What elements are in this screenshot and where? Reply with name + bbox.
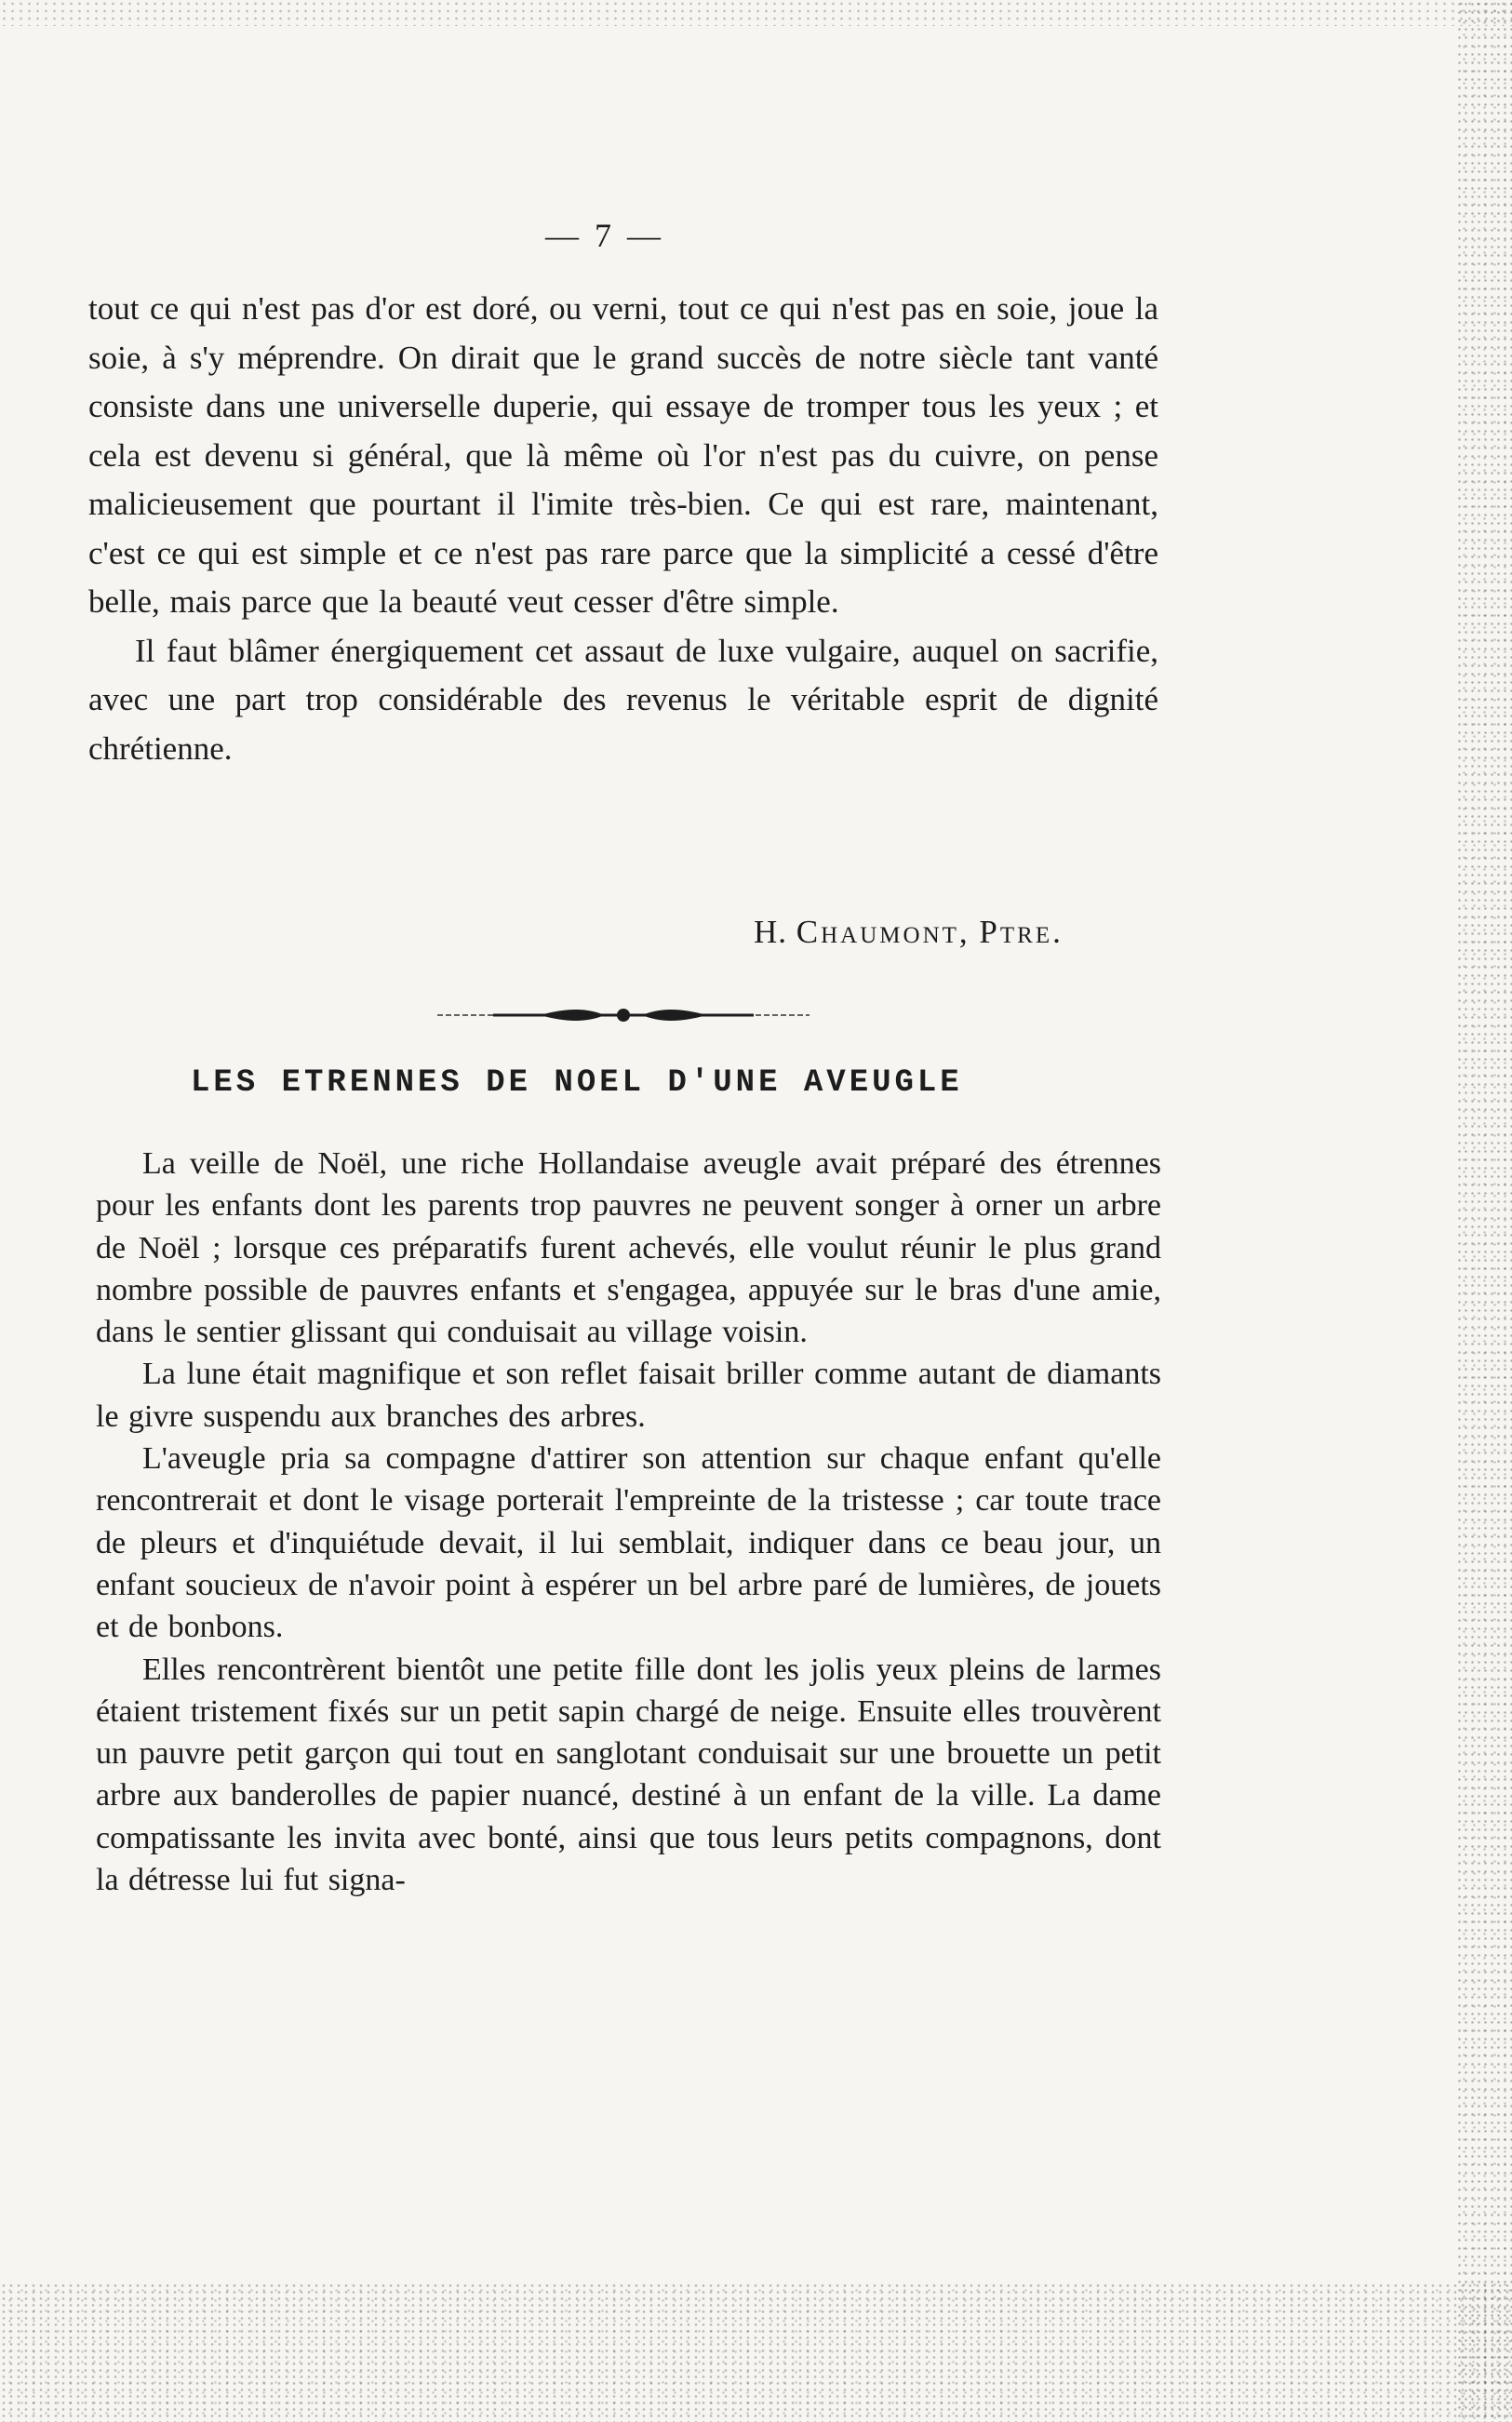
- article-paragraph-2: La lune était magnifique et son reflet faisait briller comme autant de diamants le givre suspendu aux branches des arbres.: [96, 1357, 1161, 1434]
- decorative-rule-icon: [437, 1001, 810, 1029]
- article-paragraph-1: La veille de Noël, une riche Hollandaise aveugle avait préparé des étrennes pour les enfants dont les parents trop pauvres ne peuvent songer à orner un arbre de Noël ; lorsque ces préparatifs furent achevés, elle voulut réunir le plus grand nombre possible de pauvres enfants et s'engagea, appuyée sur le bras d'une amie, dans le sentier glissant qui conduisait au village voisin.: [96, 1146, 1161, 1350]
- signature-initial: H.: [754, 914, 788, 950]
- scan-noise-top: [0, 0, 1512, 26]
- article-paragraph-4: Elles rencontrèrent bientôt une petite fille dont les jolis yeux pleins de larmes étaient tristement fixés sur un petit sapin chargé de neige. Ensuite elles trouvèrent un pauvre petit garçon qui tout en sanglotant conduisait sur une brouette un petit arbre aux banderolles de papier nuancé, destiné à un enfant de la ville. La dame compatissante les invita avec bonté, ainsi que tous leurs petits compagnons, dont la détresse lui fut signa-: [96, 1652, 1161, 1898]
- signature-name: Chaumont,: [796, 914, 970, 950]
- intro-paragraph-1: tout ce qui n'est pas d'or est doré, ou verni, tout ce qui n'est pas en soie, joue la soie, à s'y méprendre. On dirait que le grand succès de notre siècle tant vanté consiste dans une universelle duperie, qui essaye de tromper tous les yeux ; et cela est devenu si général, que là même où l'or n'est pas du cuivre, on pense malicieusement que pourtant il l'imite très-bien. Ce qui est rare, maintenant, c'est ce qui est simple et ce n'est pas rare parce que la simplicité a cessé d'être belle, mais parce que la beauté veut cesser d'être simple.: [88, 290, 1158, 620]
- intro-paragraph-2: Il faut blâmer énergiquement cet assaut de luxe vulgaire, auquel on sacrifie, avec une part trop considérable des revenus le véritable esprit de dignité chrétienne.: [88, 632, 1158, 767]
- scan-noise-right: [1456, 0, 1512, 2422]
- intro-text: [88, 285, 1158, 773]
- article-body: [96, 1143, 1161, 1901]
- article-title: LES ETRENNES DE NOEL D'UNE AVEUGLE: [191, 1065, 963, 1101]
- author-signature: [754, 914, 1064, 951]
- signature-title: Ptre.: [979, 914, 1064, 950]
- scan-noise-bottom: [0, 2282, 1512, 2422]
- article-paragraph-3: L'aveugle pria sa compagne d'attirer son attention sur chaque enfant qu'elle rencontrerait et dont le visage porterait l'empreinte de la tristesse ; car toute trace de pleurs et d'inquiétude devait, il lui semblait, indiquer dans ce beau jour, un enfant soucieux de n'avoir point à espérer un bel arbre paré de lumières, de jouets et de bonbons.: [96, 1441, 1161, 1645]
- page-number: — 7 —: [545, 217, 664, 254]
